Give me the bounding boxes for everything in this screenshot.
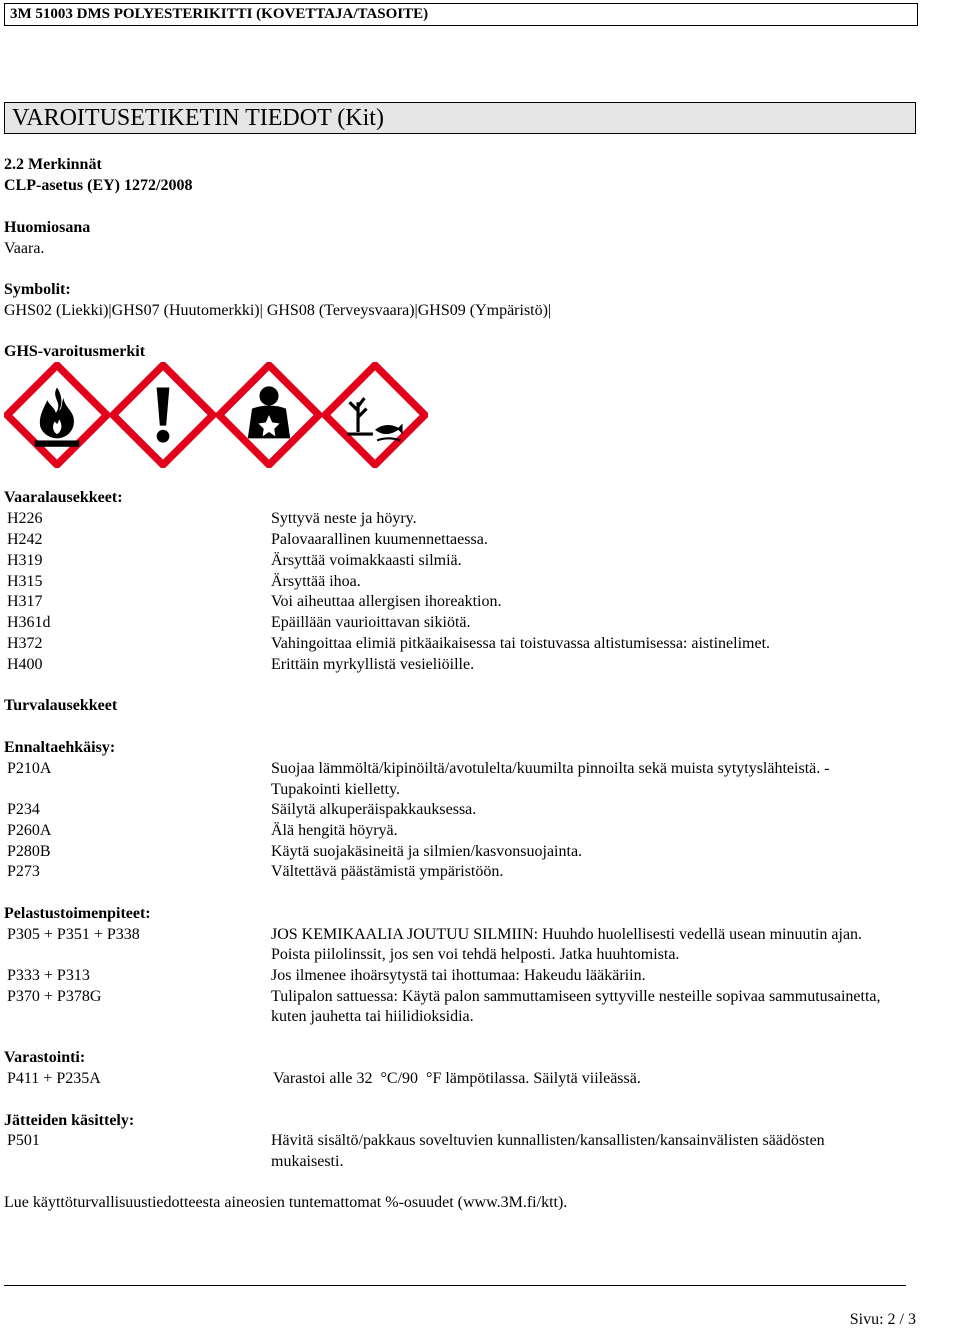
hazard-code: H319 xyxy=(7,552,43,569)
precaution-text-continued: Poista piilolinssit, jos sen voi tehdä helposti. Jatka huuhtomista. xyxy=(271,946,680,963)
environment-icon xyxy=(322,362,428,468)
hazard-code: H226 xyxy=(7,510,43,527)
precaution-text: Tulipalon sattuessa: Käytä palon sammuttamiseen syttyville nesteille sopivaa sammutusainetta, xyxy=(271,988,881,1005)
signal-word: Vaara. xyxy=(4,240,45,257)
precaution-code: P333 + P313 xyxy=(7,967,90,984)
document-title: 3M 51003 DMS POLYESTERIKITTI (KOVETTAJA/TASOITE) xyxy=(4,3,918,26)
precaution-text: Suojaa lämmöltä/kipinöiltä/avotulelta/kuumilta pinnoilta sekä muista sytytyslähteistä. - xyxy=(271,760,830,777)
hazard-text: Erittäin myrkyllistä vesieliöille. xyxy=(271,656,475,673)
response-label: Pelastustoimenpiteet: xyxy=(4,905,151,922)
flame-icon xyxy=(4,362,110,468)
precaution-code: P370 + P378G xyxy=(7,988,102,1005)
health-hazard-icon xyxy=(216,362,322,468)
precaution-text: Varastoi alle 32 °C/90 °F lämpötilassa. Säilytä viileässä. xyxy=(273,1070,641,1087)
disposal-label: Jätteiden käsittely: xyxy=(4,1112,135,1129)
precaution-text: JOS KEMIKAALIA JOUTUU SILMIIN: Huuhdo huolellisesti vedellä usean minuutin ajan. xyxy=(271,926,863,943)
precaution-text-continued: kuten jauhetta tai hiilidioksidia. xyxy=(271,1008,474,1025)
precaution-code: P273 xyxy=(7,863,40,880)
section-title: VAROITUSETIKETIN TIEDOT (Kit) xyxy=(4,102,916,134)
precaution-text: Käytä suojakäsineitä ja silmien/kasvonsuojainta. xyxy=(271,843,583,860)
exclamation-mark-icon xyxy=(110,362,216,468)
symbols-label: Symbolit: xyxy=(4,281,71,298)
ingredients-note: Lue käyttöturvallisuustiedotteesta aineosien tuntemattomat %-osuudet (www.3M.fi/ktt). xyxy=(4,1194,568,1211)
prevention-label: Ennaltaehkäisy: xyxy=(4,739,116,756)
storage-label: Varastointi: xyxy=(4,1049,86,1066)
hazard-code: H361d xyxy=(7,614,51,631)
precaution-text: Vältettävä päästämistä ympäristöön. xyxy=(271,863,504,880)
footer-divider xyxy=(4,1285,906,1286)
hazard-code: H317 xyxy=(7,593,43,610)
ghs-pictograms xyxy=(4,362,428,468)
hazard-text: Voi aiheuttaa allergisen ihoreaktion. xyxy=(271,593,502,610)
precaution-code: P305 + P351 + P338 xyxy=(7,926,140,943)
precaution-text: Säilytä alkuperäispakkauksessa. xyxy=(271,801,477,818)
precaution-code: P411 + P235A xyxy=(7,1070,101,1087)
hazard-text: Epäillään vaurioittavan sikiötä. xyxy=(271,614,471,631)
hazard-code: H400 xyxy=(7,656,43,673)
precaution-text-continued: mukaisesti. xyxy=(271,1153,344,1170)
precaution-code: P210A xyxy=(7,760,52,777)
hazard-statements-label: Vaaralausekkeet: xyxy=(4,489,123,506)
hazard-code: H242 xyxy=(7,531,43,548)
signal-word-label: Huomiosana xyxy=(4,219,91,236)
precautionary-statements-label: Turvalausekkeet xyxy=(4,697,118,714)
hazard-text: Ärsyttää ihoa. xyxy=(271,573,361,590)
symbols-list: GHS02 (Liekki)|GHS07 (Huutomerkki)| GHS08 (Terveysvaara)|GHS09 (Ympäristö)| xyxy=(4,302,552,319)
precaution-text: Jos ilmenee ihoärsytystä tai ihottumaa: Hakeudu lääkäriin. xyxy=(271,967,646,984)
hazard-text: Ärsyttää voimakkaasti silmiä. xyxy=(271,552,462,569)
precaution-code: P501 xyxy=(7,1132,40,1149)
precaution-code: P280B xyxy=(7,843,51,860)
precaution-code: P234 xyxy=(7,801,40,818)
hazard-text: Syttyvä neste ja höyry. xyxy=(271,510,417,527)
precaution-text: Älä hengitä höyryä. xyxy=(271,822,398,839)
precaution-code: P260A xyxy=(7,822,52,839)
precaution-text-continued: Tupakointi kielletty. xyxy=(271,781,401,798)
hazard-text: Palovaarallinen kuumennettaessa. xyxy=(271,531,488,548)
regulation: CLP-asetus (EY) 1272/2008 xyxy=(4,177,193,194)
page-number: Sivu: 2 / 3 xyxy=(849,1311,916,1328)
hazard-code: H315 xyxy=(7,573,43,590)
pictograms-label: GHS-varoitusmerkit xyxy=(4,343,146,360)
labelling-heading: 2.2 Merkinnät xyxy=(4,156,102,173)
precaution-text: Hävitä sisältö/pakkaus soveltuvien kunnallisten/kansallisten/kansainvälisten säädösten xyxy=(271,1132,825,1149)
hazard-code: H372 xyxy=(7,635,43,652)
hazard-text: Vahingoittaa elimiä pitkäaikaisessa tai toistuvassa altistumisessa: aistinelimet. xyxy=(271,635,771,652)
